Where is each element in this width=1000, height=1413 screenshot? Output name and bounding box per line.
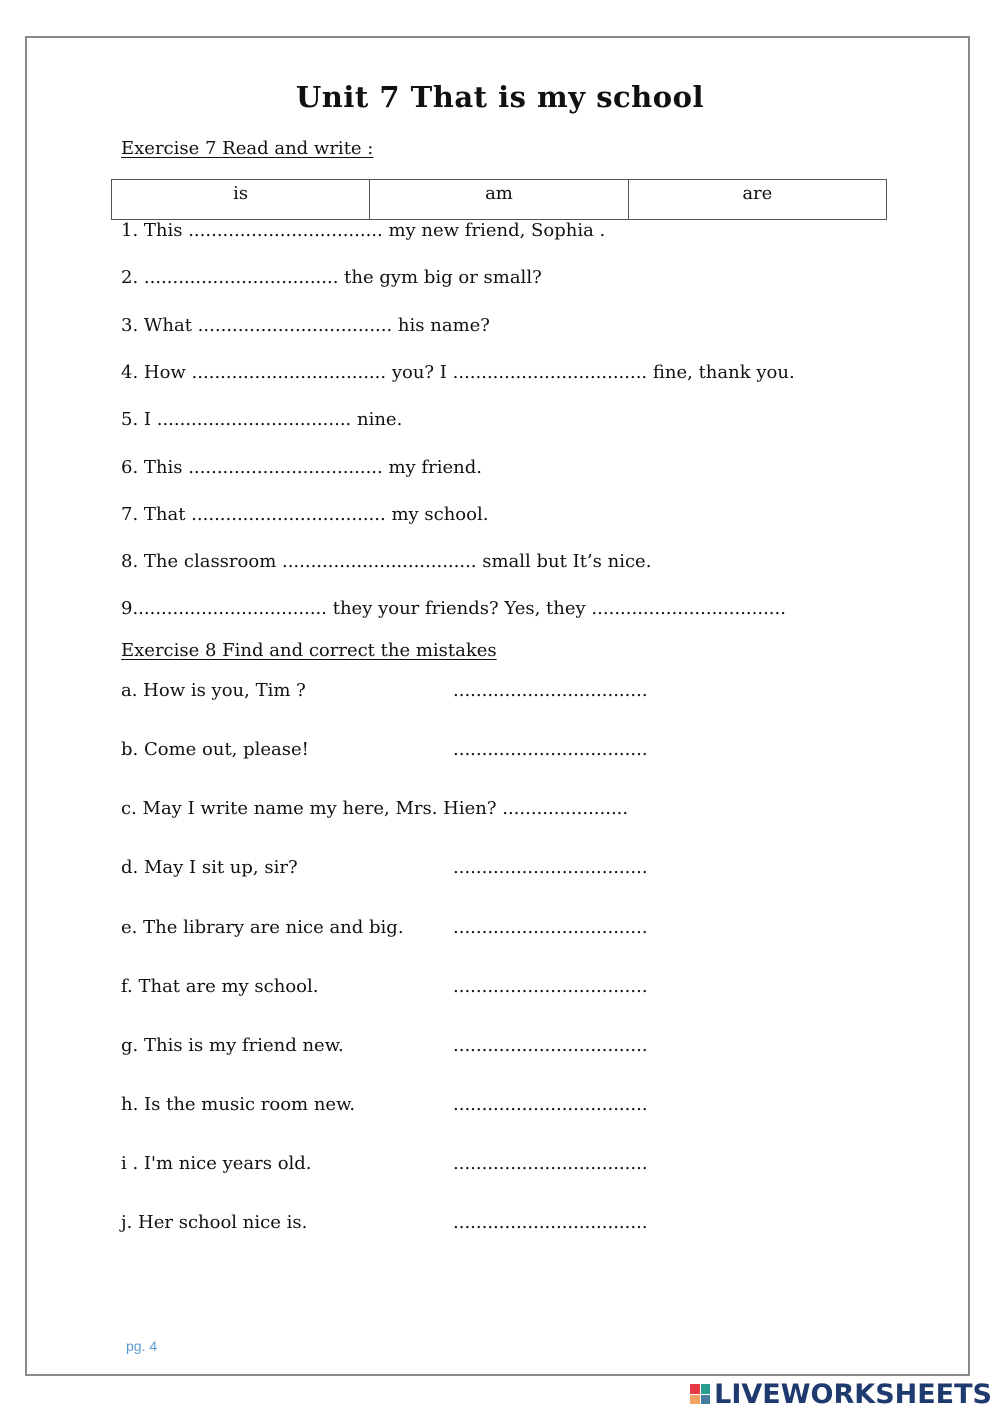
exercise-8-question: h. Is the music room new.: [121, 1094, 356, 1115]
word-bank-table: [111, 179, 887, 220]
exercise-8-answer-line[interactable]: ..................................: [453, 857, 648, 878]
exercise-7-item: 4. How .................................. you? I .................................. fine, thank you.: [121, 362, 795, 383]
liveworksheets-brand: [690, 1375, 992, 1413]
exercise-8-answer-line[interactable]: ..................................: [453, 976, 648, 997]
page-title: Unit 7 That is my school: [296, 80, 704, 114]
exercise-8-heading: Exercise 8 Find and correct the mistakes: [121, 640, 497, 661]
liveworksheets-logo-icon: [690, 1384, 710, 1404]
exercise-8-answer-line[interactable]: ..................................: [453, 680, 648, 701]
exercise-7-item: 7. That .................................. my school.: [121, 504, 489, 525]
exercise-8-question: b. Come out, please!: [121, 739, 309, 760]
exercise-8-question: a. How is you, Tim ?: [121, 680, 306, 701]
exercise-7-heading: Exercise 7 Read and write :: [121, 138, 374, 159]
page-number: pg. 4: [126, 1338, 158, 1354]
exercise-7-item: 6. This .................................. my friend.: [121, 457, 482, 478]
exercise-7-item: 2. .................................. the gym big or small?: [121, 267, 542, 288]
exercise-8-question: j. Her school nice is.: [121, 1212, 308, 1233]
exercise-8-question: i . I'm nice years old.: [121, 1153, 312, 1174]
word-bank-cell: am: [370, 180, 628, 220]
exercise-8-answer-line[interactable]: ..................................: [453, 917, 648, 938]
exercise-7-item: 5. I .................................. nine.: [121, 409, 403, 430]
exercise-8-answer-line[interactable]: ..................................: [453, 1212, 648, 1233]
exercise-8-question: e. The library are nice and big.: [121, 917, 404, 938]
exercise-7-item: 8. The classroom .................................. small but It’s nice.: [121, 551, 652, 572]
exercise-8-question: g. This is my friend new.: [121, 1035, 344, 1056]
exercise-8-answer-line[interactable]: ..................................: [453, 739, 648, 760]
word-bank-cell: is: [112, 180, 370, 220]
exercise-7-item: 1. This .................................. my new friend, Sophia .: [121, 220, 606, 241]
exercise-7-item: 3. What .................................. his name?: [121, 315, 490, 336]
exercise-8-answer-line[interactable]: ..................................: [453, 1153, 648, 1174]
exercise-8-question: f. That are my school.: [121, 976, 319, 997]
exercise-8-question: c. May I write name my here, Mrs. Hien? ......................: [121, 798, 629, 819]
exercise-8-answer-line[interactable]: ..................................: [453, 1035, 648, 1056]
word-bank-cell: are: [628, 180, 886, 220]
brand-name: LIVEWORKSHEETS: [714, 1378, 992, 1410]
exercise-8-question: d. May I sit up, sir?: [121, 857, 298, 878]
exercise-8-answer-line[interactable]: ..................................: [453, 1094, 648, 1115]
exercise-7-item: 9.................................. they your friends? Yes, they ..................................: [121, 598, 786, 619]
